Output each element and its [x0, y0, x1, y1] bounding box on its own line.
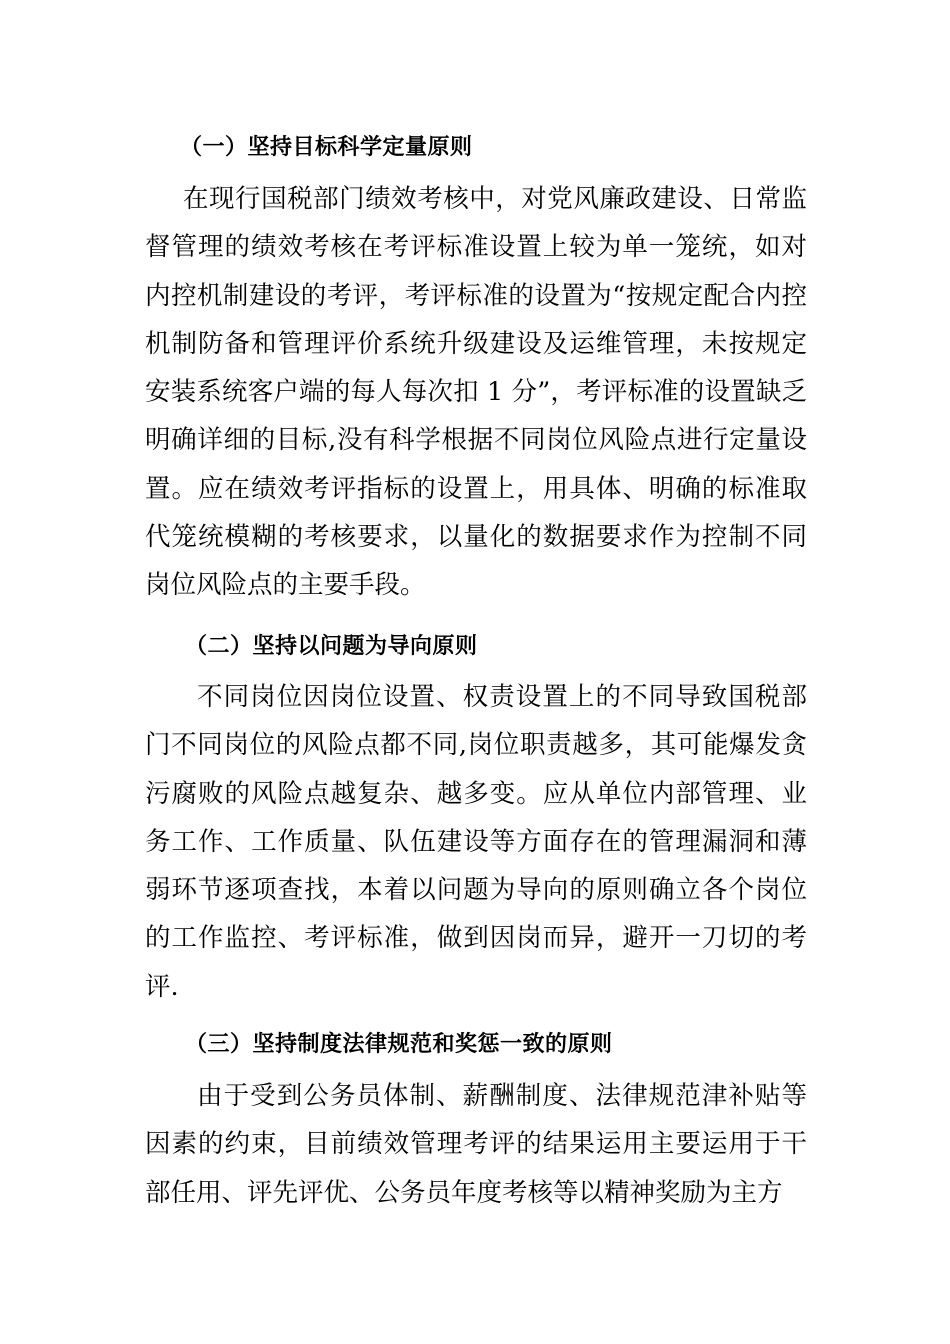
section-heading-3: （三）坚持制度法律规范和奖惩一致的原则 [185, 1032, 613, 1057]
section-body-2: 不同岗位因岗位设置、权责设置上的不同导致国税部门不同岗位的风险点都不同,岗位职责越多，其可能爆发贪污腐败的风险点越复杂、越多变。应从单位内部管理、业务工作、工作质量、队伍建设等方面存在的管理漏洞和薄弱环节逐项查找，本着以问题为导向的原则确立各个岗位的工作监控、考评标准，做到因岗而异，避开一刀切的考评. [145, 682, 807, 1002]
section-heading-1: （一）坚持目标科学定量原则 [180, 135, 473, 160]
section-body-1: 在现行国税部门绩效考核中，对党风廉政建设、日常监督管理的绩效考核在考评标准设置上较为单一笼统，如对内控机制建设的考评，考评标准的设置为“按规定配合内控机制防备和管理评价系统升级建设及运维管理，未按规定安装系统客户端的每人每次扣 1 分”，考评标准的设置缺乏明确详细的目标,没有科学根据不同岗位风险点进行定量设置。应在绩效考评指标的设置上，用具体、明确的标准取代笼统模糊的考核要求，以量化的数据要求作为控制不同岗位风险点的主要手段。 [145, 184, 807, 601]
section-heading-2: （二）坚持以问题为导向原则 [185, 634, 478, 659]
section-body-3: 由于受到公务员体制、薪酬制度、法律规范津补贴等因素的约束，目前绩效管理考评的结果运用主要运用于干部任用、评先评优、公务员年度考核等以精神奖励为主方 [145, 1081, 807, 1208]
